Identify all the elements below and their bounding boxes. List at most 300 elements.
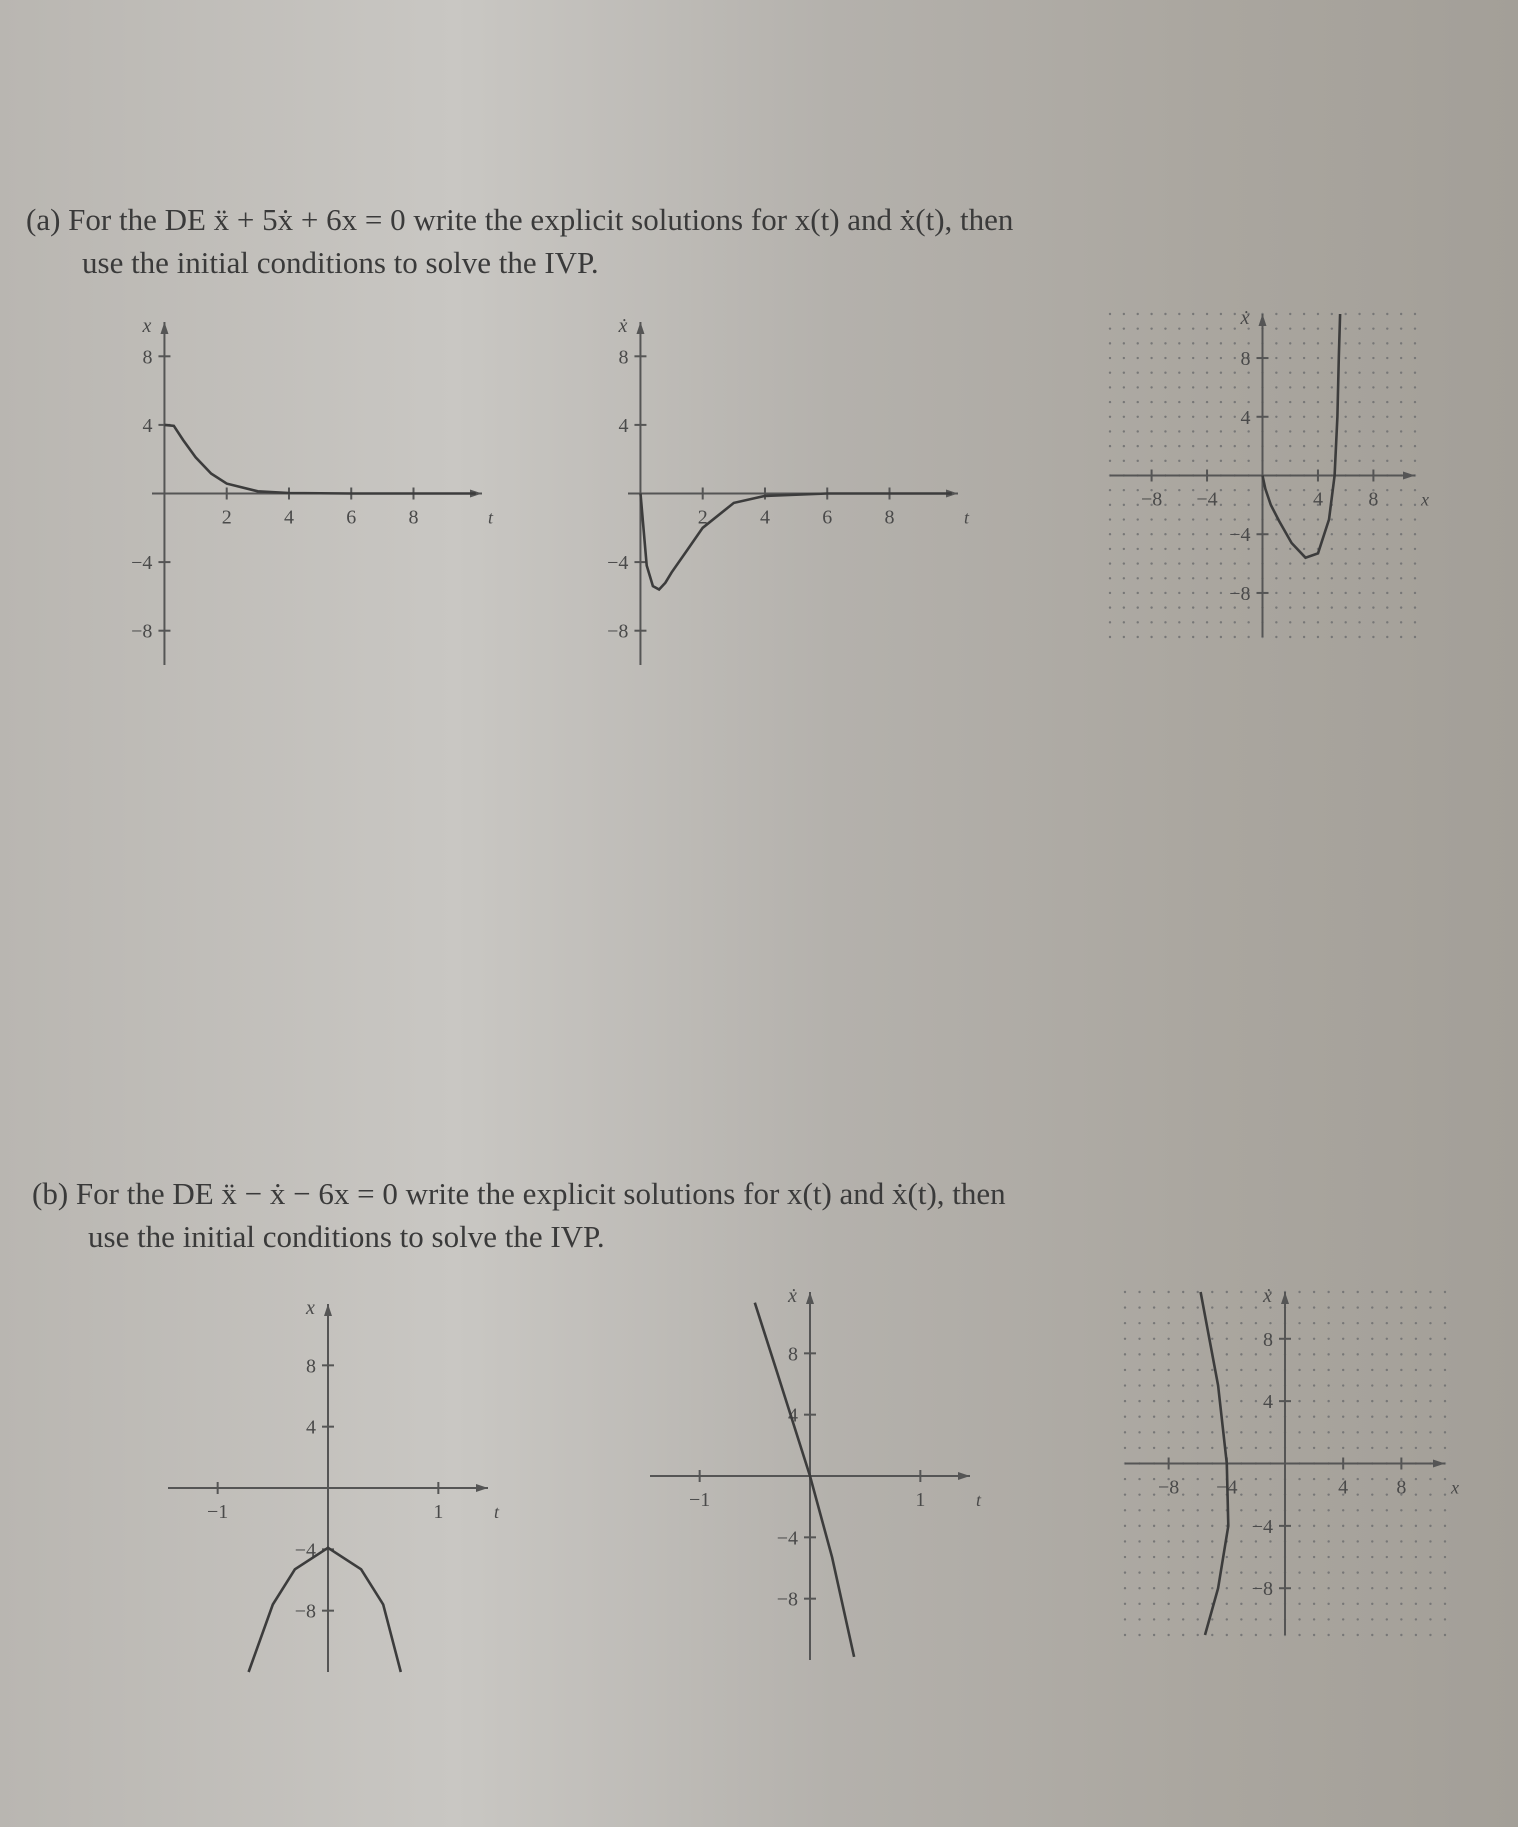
field-dot — [1327, 1540, 1329, 1542]
field-dot — [1240, 1369, 1242, 1371]
field-dot — [1109, 533, 1111, 535]
field-dot — [1247, 460, 1249, 462]
field-dot — [1124, 1493, 1126, 1495]
field-dot — [1386, 460, 1388, 462]
field-dot — [1429, 1603, 1431, 1605]
field-dot — [1327, 1400, 1329, 1402]
x-axis-label: t — [964, 507, 970, 528]
field-dot — [1400, 416, 1402, 418]
field-dot — [1444, 1306, 1446, 1308]
field-dot — [1178, 518, 1180, 520]
field-dot — [1357, 1556, 1359, 1558]
field-dot — [1415, 1322, 1417, 1324]
field-dot — [1167, 1556, 1169, 1558]
field-dot — [1124, 1478, 1126, 1480]
field-dot — [1234, 621, 1236, 623]
field-dot — [1386, 1509, 1388, 1511]
field-dot — [1178, 401, 1180, 403]
field-dot — [1429, 1509, 1431, 1511]
solution-curve — [755, 1303, 854, 1657]
field-dot — [1137, 357, 1139, 359]
field-dot — [1178, 313, 1180, 315]
field-dot — [1138, 1478, 1140, 1480]
field-dot — [1444, 1416, 1446, 1418]
field-dot — [1303, 401, 1305, 403]
field-dot — [1211, 1416, 1213, 1418]
field-dot — [1124, 1509, 1126, 1511]
field-dot — [1313, 1509, 1315, 1511]
x-tick-label: 8 — [1368, 488, 1379, 511]
field-dot — [1400, 636, 1402, 638]
field-dot — [1357, 1416, 1359, 1418]
field-dot — [1414, 577, 1416, 579]
field-dot — [1109, 445, 1111, 447]
field-dot — [1269, 1634, 1271, 1636]
field-dot — [1123, 504, 1125, 506]
field-dot — [1109, 504, 1111, 506]
x-axis-arrow — [1403, 472, 1415, 480]
x-tick-label: 1 — [433, 1501, 444, 1523]
field-dot — [1358, 606, 1360, 608]
field-dot — [1178, 548, 1180, 550]
field-dot — [1123, 489, 1125, 491]
field-dot — [1303, 342, 1305, 344]
field-dot — [1327, 1587, 1329, 1589]
field-dot — [1444, 1353, 1446, 1355]
field-dot — [1269, 1416, 1271, 1418]
field-dot — [1400, 357, 1402, 359]
field-dot — [1386, 548, 1388, 550]
field-dot — [1255, 1291, 1257, 1293]
field-dot — [1220, 386, 1222, 388]
y-tick-label: 4 — [306, 1416, 316, 1439]
field-dot — [1342, 1634, 1344, 1636]
field-dot — [1344, 313, 1346, 315]
field-dot — [1357, 1369, 1359, 1371]
field-dot — [1331, 606, 1333, 608]
field-dot — [1414, 445, 1416, 447]
field-dot — [1386, 430, 1388, 432]
field-dot — [1371, 1493, 1373, 1495]
field-dot — [1400, 1618, 1402, 1620]
field-dot — [1331, 548, 1333, 550]
field-dot — [1137, 504, 1139, 506]
x-tick-label: 8 — [408, 506, 419, 529]
field-dot — [1182, 1603, 1184, 1605]
field-dot — [1415, 1587, 1417, 1589]
field-dot — [1372, 592, 1374, 594]
field-dot — [1289, 548, 1291, 550]
field-dot — [1298, 1618, 1300, 1620]
y-tick-label: 4 — [618, 414, 629, 437]
field-dot — [1123, 548, 1125, 550]
field-dot — [1444, 1338, 1446, 1340]
field-dot — [1192, 518, 1194, 520]
field-dot — [1275, 430, 1277, 432]
x-tick-label: 4 — [759, 506, 770, 529]
field-dot — [1275, 504, 1277, 506]
field-dot — [1247, 548, 1249, 550]
field-dot — [1197, 1400, 1199, 1402]
field-dot — [1400, 1447, 1402, 1449]
field-dot — [1327, 1603, 1329, 1605]
y-tick-label: −4 — [776, 1527, 798, 1550]
field-dot — [1123, 327, 1125, 329]
field-dot — [1234, 548, 1236, 550]
field-dot — [1240, 1509, 1242, 1511]
field-dot — [1331, 445, 1333, 447]
field-dot — [1247, 430, 1249, 432]
field-dot — [1275, 445, 1277, 447]
field-dot — [1386, 562, 1388, 564]
field-dot — [1275, 636, 1277, 638]
field-dot — [1138, 1618, 1140, 1620]
field-dot — [1372, 342, 1374, 344]
field-dot — [1313, 1431, 1315, 1433]
field-dot — [1327, 1431, 1329, 1433]
field-dot — [1211, 1306, 1213, 1308]
field-dot — [1153, 1322, 1155, 1324]
field-dot — [1298, 1353, 1300, 1355]
field-dot — [1167, 1540, 1169, 1542]
field-dot — [1220, 504, 1222, 506]
field-dot — [1275, 577, 1277, 579]
field-dot — [1415, 1571, 1417, 1573]
field-dot — [1372, 416, 1374, 418]
field-dot — [1303, 460, 1305, 462]
field-dot — [1342, 1431, 1344, 1433]
field-dot — [1167, 1353, 1169, 1355]
field-dot — [1275, 386, 1277, 388]
field-dot — [1415, 1306, 1417, 1308]
field-dot — [1386, 1400, 1388, 1402]
field-dot — [1247, 577, 1249, 579]
field-dot — [1313, 1618, 1315, 1620]
field-dot — [1167, 1400, 1169, 1402]
field-dot — [1303, 357, 1305, 359]
field-dot — [1358, 430, 1360, 432]
field-dot — [1178, 327, 1180, 329]
field-dot — [1415, 1618, 1417, 1620]
field-dot — [1150, 416, 1152, 418]
field-dot — [1167, 1338, 1169, 1340]
field-dot — [1358, 518, 1360, 520]
field-dot — [1137, 489, 1139, 491]
field-dot — [1357, 1509, 1359, 1511]
field-dot — [1400, 1603, 1402, 1605]
field-dot — [1164, 592, 1166, 594]
field-dot — [1400, 1509, 1402, 1511]
field-dot — [1331, 401, 1333, 403]
field-dot — [1197, 1493, 1199, 1495]
field-dot — [1400, 460, 1402, 462]
field-dot — [1313, 1384, 1315, 1386]
x-axis-label: t — [488, 507, 494, 528]
field-dot — [1150, 606, 1152, 608]
field-dot — [1386, 1416, 1388, 1418]
field-dot — [1164, 636, 1166, 638]
field-dot — [1123, 372, 1125, 374]
field-dot — [1138, 1431, 1140, 1433]
field-dot — [1400, 327, 1402, 329]
field-dot — [1137, 313, 1139, 315]
field-dot — [1327, 1416, 1329, 1418]
field-dot — [1124, 1353, 1126, 1355]
field-dot — [1357, 1431, 1359, 1433]
field-dot — [1226, 1571, 1228, 1573]
field-dot — [1371, 1540, 1373, 1542]
x-tick-label: 2 — [221, 506, 232, 529]
field-dot — [1255, 1338, 1257, 1340]
field-dot — [1342, 1571, 1344, 1573]
field-dot — [1386, 342, 1388, 344]
y-axis-arrow — [636, 322, 644, 334]
field-dot — [1298, 1322, 1300, 1324]
field-dot — [1192, 430, 1194, 432]
field-dot — [1226, 1603, 1228, 1605]
field-dot — [1303, 518, 1305, 520]
field-dot — [1344, 592, 1346, 594]
field-dot — [1327, 1384, 1329, 1386]
field-dot — [1327, 1291, 1329, 1293]
field-dot — [1344, 460, 1346, 462]
field-dot — [1400, 313, 1402, 315]
field-dot — [1182, 1400, 1184, 1402]
field-dot — [1178, 416, 1180, 418]
field-dot — [1255, 1509, 1257, 1511]
field-dot — [1226, 1634, 1228, 1636]
field-dot — [1275, 533, 1277, 535]
field-dot — [1275, 327, 1277, 329]
field-dot — [1386, 357, 1388, 359]
field-dot — [1429, 1431, 1431, 1433]
field-dot — [1342, 1353, 1344, 1355]
field-dot — [1192, 460, 1194, 462]
field-dot — [1150, 518, 1152, 520]
field-dot — [1327, 1571, 1329, 1573]
field-dot — [1178, 445, 1180, 447]
field-dot — [1197, 1478, 1199, 1480]
field-dot — [1255, 1540, 1257, 1542]
field-dot — [1269, 1571, 1271, 1573]
field-dot — [1313, 1369, 1315, 1371]
field-dot — [1247, 504, 1249, 506]
field-dot — [1138, 1509, 1140, 1511]
x-tick-label: 1 — [915, 1489, 926, 1511]
field-dot — [1182, 1556, 1184, 1558]
field-dot — [1386, 445, 1388, 447]
y-tick-label: −8 — [294, 1600, 316, 1623]
field-dot — [1275, 606, 1277, 608]
field-dot — [1372, 430, 1374, 432]
field-dot — [1303, 445, 1305, 447]
field-dot — [1109, 401, 1111, 403]
field-dot — [1317, 606, 1319, 608]
field-dot — [1298, 1400, 1300, 1402]
chart-a-xdot-vs-t — [598, 300, 988, 675]
field-dot — [1137, 518, 1139, 520]
field-dot — [1415, 1525, 1417, 1527]
field-dot — [1429, 1353, 1431, 1355]
field-dot — [1240, 1603, 1242, 1605]
field-dot — [1313, 1322, 1315, 1324]
field-dot — [1255, 1634, 1257, 1636]
field-dot — [1192, 592, 1194, 594]
field-dot — [1386, 1306, 1388, 1308]
field-dot — [1182, 1525, 1184, 1527]
field-dot — [1220, 592, 1222, 594]
field-dot — [1211, 1493, 1213, 1495]
field-dot — [1298, 1384, 1300, 1386]
field-dot — [1313, 1525, 1315, 1527]
field-dot — [1255, 1306, 1257, 1308]
field-dot — [1226, 1618, 1228, 1620]
field-dot — [1153, 1353, 1155, 1355]
field-dot — [1344, 357, 1346, 359]
field-dot — [1415, 1478, 1417, 1480]
field-dot — [1197, 1369, 1199, 1371]
solution-curve — [641, 494, 952, 590]
y-tick-label: 4 — [788, 1404, 798, 1427]
field-dot — [1182, 1478, 1184, 1480]
field-dot — [1206, 372, 1208, 374]
field-dot — [1192, 489, 1194, 491]
field-dot — [1327, 1353, 1329, 1355]
field-dot — [1138, 1416, 1140, 1418]
field-dot — [1182, 1587, 1184, 1589]
field-dot — [1197, 1618, 1199, 1620]
field-dot — [1220, 313, 1222, 315]
field-dot — [1192, 401, 1194, 403]
field-dot — [1327, 1556, 1329, 1558]
field-dot — [1269, 1603, 1271, 1605]
y-axis-arrow — [1259, 314, 1267, 326]
field-dot — [1206, 416, 1208, 418]
field-dot — [1240, 1571, 1242, 1573]
problem-a-text-1: For the DE ẍ + 5ẋ + 6x = 0 write the explicit solutions for x(t) and ẋ(t), then — [68, 202, 1014, 237]
field-dot — [1138, 1603, 1140, 1605]
field-dot — [1371, 1478, 1373, 1480]
field-dot — [1275, 592, 1277, 594]
field-dot — [1234, 518, 1236, 520]
field-dot — [1344, 416, 1346, 418]
field-dot — [1372, 621, 1374, 623]
field-dot — [1444, 1291, 1446, 1293]
field-dot — [1357, 1634, 1359, 1636]
field-dot — [1289, 518, 1291, 520]
field-dot — [1255, 1369, 1257, 1371]
field-dot — [1123, 636, 1125, 638]
field-dot — [1182, 1353, 1184, 1355]
field-dot — [1344, 621, 1346, 623]
field-dot — [1206, 357, 1208, 359]
field-dot — [1247, 621, 1249, 623]
field-dot — [1123, 313, 1125, 315]
field-dot — [1313, 1493, 1315, 1495]
field-dot — [1289, 327, 1291, 329]
field-dot — [1206, 386, 1208, 388]
field-dot — [1197, 1431, 1199, 1433]
field-dot — [1275, 621, 1277, 623]
field-dot — [1164, 416, 1166, 418]
field-dot — [1206, 592, 1208, 594]
field-dot — [1371, 1416, 1373, 1418]
y-tick-label: 8 — [306, 1355, 316, 1378]
field-dot — [1444, 1540, 1446, 1542]
field-dot — [1303, 577, 1305, 579]
field-dot — [1226, 1416, 1228, 1418]
field-dot — [1234, 416, 1236, 418]
field-dot — [1444, 1493, 1446, 1495]
field-dot — [1298, 1634, 1300, 1636]
field-dot — [1192, 327, 1194, 329]
field-dot — [1220, 401, 1222, 403]
y-tick-label: 4 — [142, 414, 153, 437]
y-axis-arrow — [324, 1304, 332, 1316]
field-dot — [1303, 489, 1305, 491]
field-dot — [1444, 1618, 1446, 1620]
field-dot — [1220, 416, 1222, 418]
field-dot — [1240, 1306, 1242, 1308]
field-dot — [1109, 562, 1111, 564]
field-dot — [1150, 313, 1152, 315]
y-axis-label: x — [142, 315, 152, 337]
field-dot — [1429, 1634, 1431, 1636]
field-dot — [1240, 1525, 1242, 1527]
field-dot — [1109, 518, 1111, 520]
field-dot — [1371, 1634, 1373, 1636]
field-dot — [1415, 1400, 1417, 1402]
field-dot — [1358, 636, 1360, 638]
field-dot — [1444, 1384, 1446, 1386]
field-dot — [1164, 518, 1166, 520]
y-tick-label: −8 — [131, 620, 153, 643]
field-dot — [1313, 1291, 1315, 1293]
field-dot — [1342, 1384, 1344, 1386]
field-dot — [1313, 1400, 1315, 1402]
field-dot — [1197, 1338, 1199, 1340]
field-dot — [1289, 636, 1291, 638]
field-dot — [1289, 430, 1291, 432]
field-dot — [1313, 1634, 1315, 1636]
y-tick-label: 8 — [1240, 348, 1251, 371]
field-dot — [1220, 489, 1222, 491]
field-dot — [1124, 1525, 1126, 1527]
field-dot — [1400, 372, 1402, 374]
field-dot — [1289, 606, 1291, 608]
chart-a-x-vs-t — [122, 300, 512, 675]
field-dot — [1386, 1478, 1388, 1480]
field-dot — [1124, 1306, 1126, 1308]
y-tick-label: −8 — [1251, 1578, 1273, 1601]
field-dot — [1275, 416, 1277, 418]
field-dot — [1429, 1571, 1431, 1573]
field-dot — [1415, 1338, 1417, 1340]
field-dot — [1164, 401, 1166, 403]
field-dot — [1331, 636, 1333, 638]
field-dot — [1150, 357, 1152, 359]
field-dot — [1415, 1291, 1417, 1293]
field-dot — [1317, 460, 1319, 462]
solution-curve — [1263, 314, 1341, 558]
field-dot — [1123, 342, 1125, 344]
field-dot — [1358, 445, 1360, 447]
field-dot — [1400, 518, 1402, 520]
y-axis-label: ẋ — [788, 1285, 797, 1307]
field-dot — [1317, 592, 1319, 594]
field-dot — [1400, 445, 1402, 447]
x-tick-label: 6 — [346, 506, 357, 529]
